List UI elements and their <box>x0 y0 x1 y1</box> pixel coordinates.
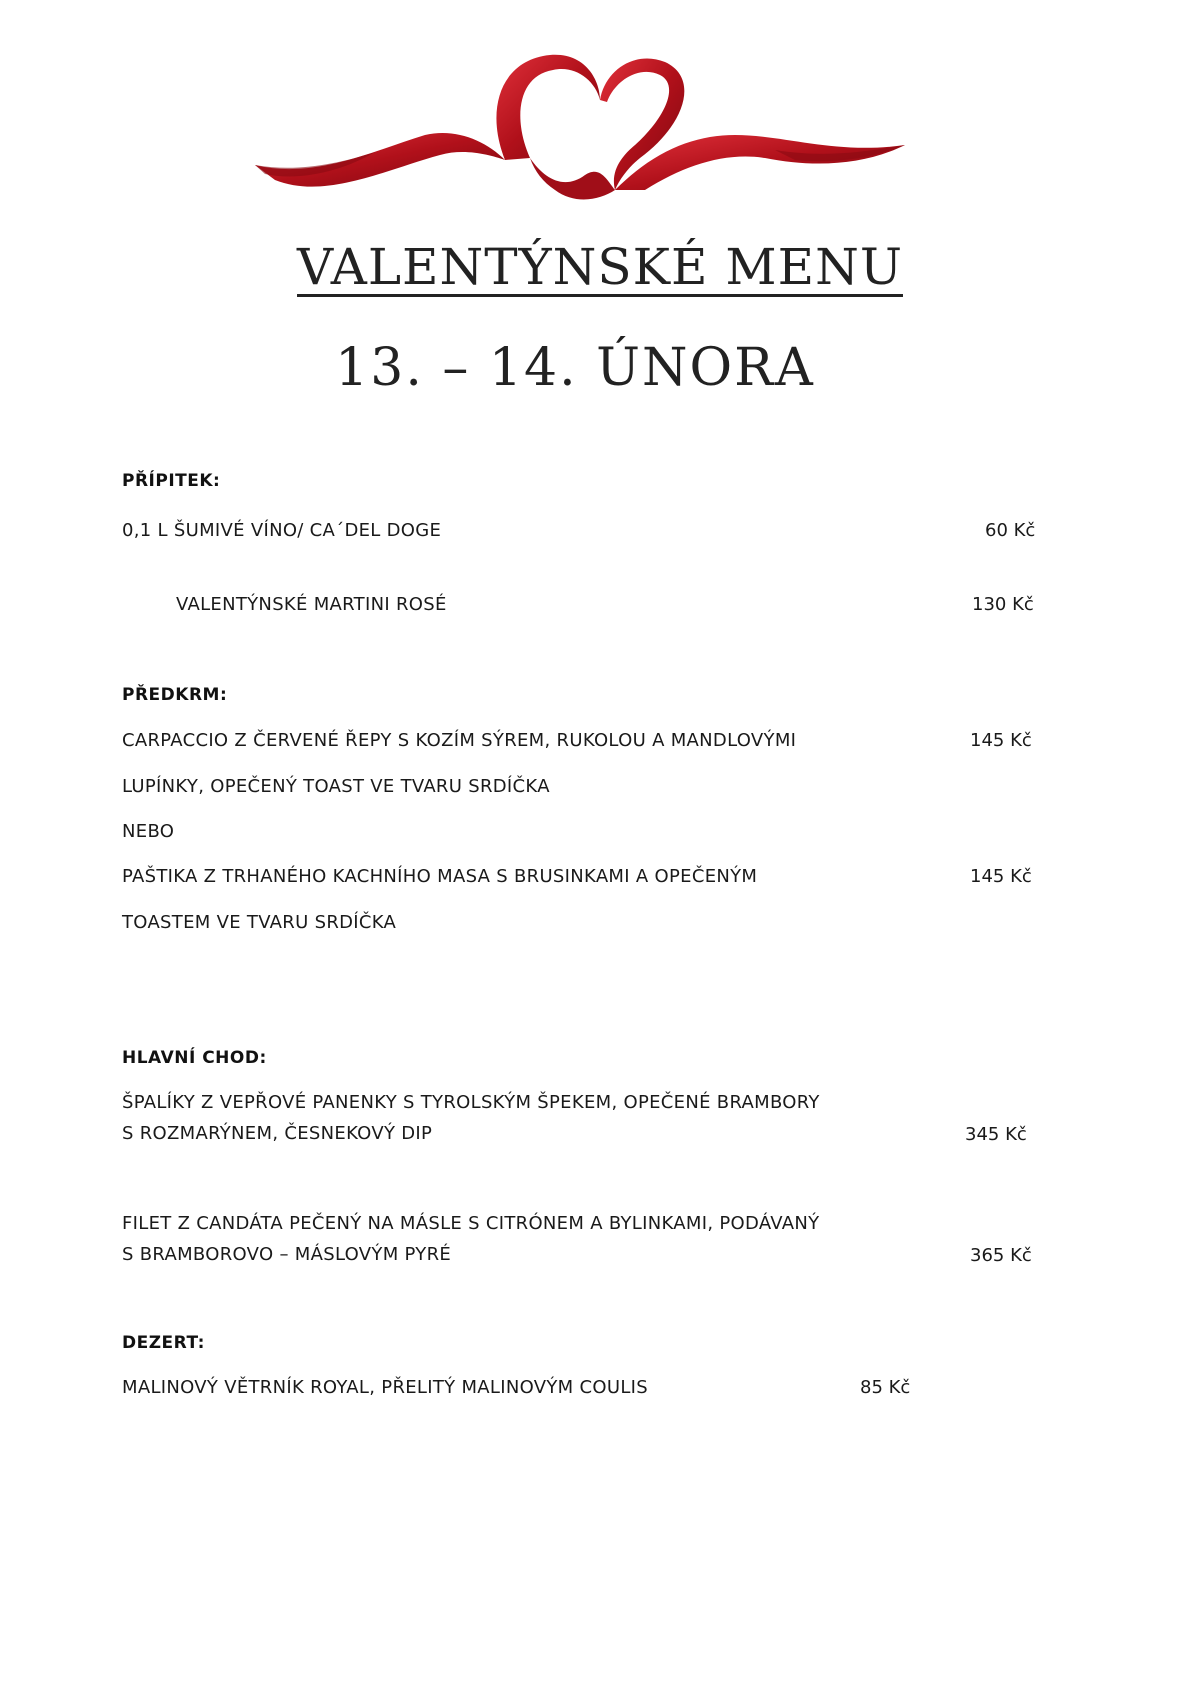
ribbon-right-tail <box>615 135 905 190</box>
ribbon-left-tail <box>255 133 505 187</box>
section-heading-hlavni-chod: HLAVNÍ CHOD: <box>122 1048 267 1068</box>
pripitek-item-1-price: 60 Kč <box>985 520 1036 541</box>
predkrm-item-1-line-2: LUPÍNKY, OPEČENÝ TOAST VE TVARU SRDÍČKA <box>122 776 550 797</box>
ribbon-heart-left <box>496 55 600 160</box>
section-heading-predkrm: PŘEDKRM: <box>122 685 228 705</box>
predkrm-item-1-price: 145 Kč <box>970 730 1032 751</box>
heart-ribbon-illustration <box>255 40 905 215</box>
hlavni-item-1-line-1: ŠPALÍKY Z VEPŘOVÉ PANENKY S TYROLSKÝM ŠPEKEM, OPEČENÉ BRAMBORY <box>122 1092 820 1113</box>
dezert-item-1-price: 85 Kč <box>860 1377 911 1398</box>
hlavni-item-1-price: 345 Kč <box>965 1124 1027 1145</box>
menu-title <box>0 238 1200 296</box>
hlavni-item-2-price: 365 Kč <box>970 1245 1032 1266</box>
predkrm-or: NEBO <box>122 821 175 842</box>
pripitek-item-1-name: 0,1 L ŠUMIVÉ VÍNO/ CA´DEL DOGE <box>122 520 442 541</box>
predkrm-item-1-line-1: CARPACCIO Z ČERVENÉ ŘEPY S KOZÍM SÝREM, RUKOLOU A MANDLOVÝMI <box>122 730 797 751</box>
hlavni-item-1-line-2: S ROZMARÝNEM, ČESNEKOVÝ DIP <box>122 1123 433 1144</box>
menu-dates: 13. – 14. ÚNORA <box>335 338 815 398</box>
dezert-item-1-name: MALINOVÝ VĚTRNÍK ROYAL, PŘELITÝ MALINOVÝM COULIS <box>122 1377 649 1398</box>
predkrm-item-2-line-1: PAŠTIKA Z TRHANÉHO KACHNÍHO MASA S BRUSINKAMI A OPEČENÝM <box>122 866 758 887</box>
menu-title-text: VALENTÝNSKÉ MENU <box>297 238 903 296</box>
hlavni-item-2-line-2: S BRAMBOROVO – MÁSLOVÝM PYRÉ <box>122 1244 452 1265</box>
hlavni-item-2-line-1: FILET Z CANDÁTA PEČENÝ NA MÁSLE S CITRÓNEM A BYLINKAMI, PODÁVANÝ <box>122 1213 820 1234</box>
ribbon-twist <box>530 158 615 199</box>
predkrm-item-2-line-2: TOASTEM VE TVARU SRDÍČKA <box>122 912 397 933</box>
pripitek-item-2-price: 130 Kč <box>972 594 1034 615</box>
section-heading-pripitek: PŘÍPITEK: <box>122 471 221 491</box>
predkrm-item-2-price: 145 Kč <box>970 866 1032 887</box>
pripitek-item-2-name: VALENTÝNSKÉ MARTINI ROSÉ <box>176 594 447 615</box>
section-heading-dezert: DEZERT: <box>122 1333 205 1353</box>
